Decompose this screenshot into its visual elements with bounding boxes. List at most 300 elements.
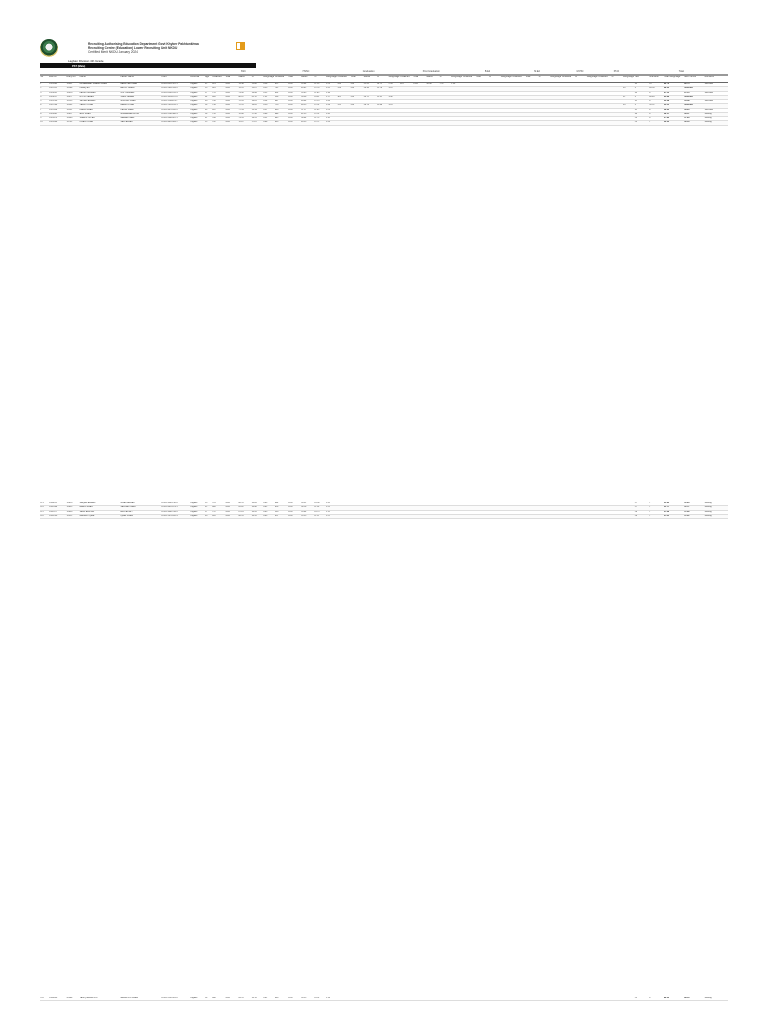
- table-cell: 33: [634, 91, 638, 94]
- table-cell: [586, 87, 598, 90]
- table-cell: [500, 113, 512, 116]
- table-cell: 1026890: [49, 997, 58, 999]
- table-cell: [476, 515, 489, 518]
- group-header: Post Graduation: [422, 70, 440, 73]
- table-cell: [337, 511, 350, 514]
- table-cell: [500, 502, 512, 505]
- table-cell: 2.50: [325, 112, 330, 115]
- table-cell: JAMIL AKHTAR: [79, 510, 95, 513]
- table-cell: [377, 997, 389, 1000]
- table-cell: [525, 104, 538, 107]
- table-cell: 19031: [66, 83, 73, 85]
- table-cell: 28: [204, 997, 208, 999]
- column-header: %: [376, 76, 379, 78]
- table-cell: [489, 121, 501, 124]
- table-cell: [426, 515, 439, 518]
- table-cell: [586, 502, 598, 505]
- table-cell: 16101-4471620-5: [161, 108, 178, 111]
- table-cell: [575, 117, 587, 120]
- table-cell: 0.82: [263, 506, 268, 509]
- table-cell: 2.43: [325, 100, 330, 102]
- table-cell: [512, 117, 525, 120]
- table-cell: 15.78: [376, 87, 383, 90]
- table-cell: 16.55: [251, 514, 257, 517]
- table-cell: [463, 997, 476, 1000]
- table-cell: 2.54: [325, 121, 330, 124]
- table-cell: 31: [634, 108, 638, 111]
- table-cell: [489, 92, 501, 95]
- table-cell: [426, 104, 439, 107]
- table-cell: 1025861: [49, 112, 58, 115]
- table-cell: [426, 502, 439, 505]
- table-cell: [500, 121, 512, 124]
- table-cell: 33: [204, 108, 208, 111]
- table-cell: [562, 92, 575, 95]
- table-cell: 76.29: [238, 87, 244, 90]
- column-header: %: [489, 76, 492, 78]
- table-cell: HAMID KHAN: [79, 506, 93, 509]
- table-cell: 2.29: [325, 108, 330, 111]
- table-cell: 12.91: [314, 104, 320, 107]
- table-cell: 52.11: [684, 506, 690, 509]
- table-cell: [525, 96, 538, 99]
- column-header: Obtained: [274, 76, 285, 78]
- table-cell: 67.81: [238, 510, 244, 513]
- table-cell: 19702: [66, 121, 73, 124]
- table-cell: [363, 511, 376, 514]
- table-cell: [550, 515, 562, 518]
- table-cell: [575, 113, 587, 116]
- table-cell: [476, 109, 489, 112]
- table-cell: [476, 87, 489, 90]
- column-header: Diary No: [66, 76, 76, 78]
- table-cell: 19077: [66, 95, 73, 98]
- table-cell: 1100: [287, 502, 293, 504]
- table-cell: [426, 113, 439, 116]
- table-cell: 56.90: [663, 121, 670, 124]
- table-cell: NISAR AHMAD: [120, 502, 135, 504]
- table-cell: [623, 92, 635, 95]
- table-cell: [489, 515, 501, 518]
- table-cell: [451, 506, 463, 509]
- table-cell: 702: [274, 87, 279, 90]
- table-cell: [512, 997, 525, 1000]
- table-cell: 52.40: [663, 502, 670, 504]
- table-cell: 1100: [287, 104, 293, 107]
- group-header: M.Ed: [534, 70, 540, 73]
- table-cell: [337, 997, 350, 1000]
- table-cell: Lagban: [190, 510, 198, 513]
- table-cell: [512, 506, 525, 509]
- merit-list-page-1: [40, 36, 728, 126]
- merit-list-page-2: [40, 502, 728, 519]
- table-cell: 26: [634, 514, 638, 517]
- table-cell: [598, 511, 611, 514]
- table-cell: [489, 506, 501, 509]
- table-cell: 1050: [225, 108, 230, 111]
- table-cell: 742: [212, 121, 216, 124]
- table-cell: [426, 997, 439, 1000]
- table-cell: 57.27: [301, 108, 307, 111]
- table-cell: 52.11: [663, 506, 669, 509]
- table-cell: 1050: [225, 87, 230, 90]
- table-cell: [512, 87, 525, 90]
- table-cell: 0.97: [263, 108, 268, 111]
- table-cell: [463, 511, 476, 514]
- table-cell: ASIF KHAN: [79, 112, 91, 115]
- table-cell: [562, 121, 575, 124]
- table-cell: [489, 104, 501, 107]
- table-cell: 1025473: [49, 117, 58, 119]
- table-cell: 19.07: [251, 87, 257, 90]
- table-cell: 0.85: [263, 510, 268, 513]
- table-cell: 10.98: [314, 502, 320, 504]
- column-header: Total: [475, 76, 481, 78]
- table-cell: [350, 92, 363, 95]
- table-cell: [562, 83, 575, 86]
- table-cell: 823: [212, 83, 216, 85]
- table-cell: [550, 117, 562, 120]
- table-cell: 19410: [66, 91, 73, 94]
- table-cell: [426, 109, 439, 112]
- table-cell: 289: [337, 83, 341, 85]
- table-cell: 1050: [225, 100, 230, 102]
- group-header: B.Ed: [484, 70, 491, 73]
- table-cell: 16101-3328417-9: [161, 95, 178, 98]
- table-cell: [550, 100, 562, 103]
- table-cell: 29: [634, 117, 638, 119]
- table-cell: IRFAN ULLAH: [79, 121, 94, 124]
- table-cell: [550, 511, 562, 514]
- table-cell: [439, 511, 451, 514]
- table-cell: 16101-5063987-1: [161, 117, 178, 119]
- table-cell: [611, 104, 623, 107]
- table-cell: [575, 121, 587, 124]
- table-cell: 2.35: [325, 117, 330, 119]
- column-header: Test: [634, 76, 639, 78]
- table-cell: 3.06: [388, 95, 393, 98]
- table-cell: [388, 511, 400, 514]
- table-cell: 19502: [66, 104, 73, 107]
- table-cell: [400, 997, 413, 1000]
- group-header: Ph.D: [613, 70, 620, 73]
- table-cell: [451, 109, 463, 112]
- table-cell: 1050: [225, 112, 230, 115]
- table-cell: [337, 92, 350, 95]
- table-cell: [598, 83, 611, 86]
- table-cell: 58.80: [663, 108, 670, 111]
- table-cell: 19855: [66, 506, 73, 509]
- table-cell: [562, 100, 575, 103]
- table-cell: [525, 511, 538, 514]
- table-cell: [451, 113, 463, 116]
- table-cell: [377, 117, 389, 120]
- table-cell: 58.21: [684, 112, 690, 115]
- table-cell: 11.45: [314, 108, 320, 111]
- table-cell: 12.71: [314, 121, 320, 124]
- table-cell: [426, 87, 439, 90]
- table-cell: Lagban: [190, 104, 198, 107]
- table-cell: WAQAR AHMAD: [79, 502, 96, 504]
- table-cell: [525, 506, 538, 509]
- table-cell: [476, 502, 489, 505]
- table-cell: 1050: [225, 91, 230, 94]
- table-cell: [623, 997, 635, 1000]
- table-cell: [476, 96, 489, 99]
- table-cell: 19.33: [251, 108, 257, 111]
- department-logo: [236, 42, 245, 54]
- table-cell: [512, 104, 525, 107]
- table-cell: [500, 997, 512, 1000]
- table-cell: [538, 515, 550, 518]
- table-cell: 1050: [225, 104, 230, 107]
- table-cell: [562, 109, 575, 112]
- table-cell: Lagban: [190, 117, 198, 119]
- table-cell: KARIM SHAH: [120, 108, 134, 111]
- table-cell: 611: [274, 514, 279, 517]
- table-cell: [575, 109, 587, 112]
- table-cell: [575, 997, 587, 1000]
- table-cell: Selected: [704, 91, 713, 94]
- table-cell: 20.12: [251, 95, 257, 98]
- table-cell: 701: [212, 502, 216, 504]
- table-cell: 601: [400, 83, 404, 85]
- table-cell: 4: [40, 95, 42, 98]
- table-cell: [476, 506, 489, 509]
- table-cell: [350, 997, 363, 1000]
- table-cell: 70.00: [238, 112, 244, 115]
- table-cell: [388, 113, 400, 116]
- table-cell: Selected: [684, 87, 693, 90]
- table-cell: [598, 100, 611, 103]
- table-cell: [586, 997, 598, 1000]
- table-cell: [413, 109, 426, 112]
- table-cell: [538, 511, 550, 514]
- table-cell: [463, 113, 476, 116]
- table-cell: NAVEED IQBAL: [79, 514, 95, 517]
- table-cell: [611, 502, 623, 505]
- table-cell: 18.48: [251, 91, 257, 94]
- table-cell: [623, 506, 635, 509]
- table-cell: [388, 502, 400, 505]
- table-cell: [451, 121, 463, 124]
- table-cell: 1050: [225, 83, 230, 85]
- table-cell: [363, 92, 376, 95]
- table-cell: 8: [649, 108, 651, 111]
- table-cell: [575, 506, 587, 509]
- table-cell: [388, 109, 400, 112]
- table-cell: 77.33: [238, 108, 244, 111]
- table-cell: 78.38: [238, 83, 244, 85]
- table-cell: 1025017: [49, 95, 58, 98]
- column-header: Father Name: [120, 76, 134, 78]
- column-header: %: [538, 76, 541, 78]
- table-cell: 1100: [287, 95, 293, 98]
- table-cell: 60.64: [301, 100, 307, 102]
- table-cell: [550, 92, 562, 95]
- table-cell: ISHAQ ALI: [79, 87, 90, 90]
- table-cell: 16101-1109823-7: [161, 100, 178, 102]
- table-cell: [451, 104, 463, 107]
- table-cell: 2.38: [325, 91, 330, 94]
- table-cell: 51.88: [684, 510, 690, 513]
- table-cell: [500, 87, 512, 90]
- table-cell: [538, 109, 550, 112]
- table-cell: 32: [204, 506, 208, 509]
- table-cell: 25: [634, 997, 638, 999]
- table-cell: 31: [623, 95, 626, 98]
- table-cell: [439, 117, 451, 120]
- table-cell: [538, 113, 550, 116]
- column-header: Obtained: [561, 76, 572, 78]
- table-cell: [350, 100, 363, 103]
- table-cell: [413, 506, 426, 509]
- group-header: HSSC: [302, 70, 310, 73]
- table-cell: 1050: [225, 117, 230, 119]
- table-cell: 19231: [66, 108, 73, 111]
- table-cell: Waiting: [704, 510, 712, 513]
- table-cell: [538, 83, 550, 86]
- table-cell: 19288: [66, 87, 73, 90]
- table-cell: [363, 506, 376, 509]
- table-cell: 30: [623, 104, 626, 107]
- table-cell: 2: [40, 87, 42, 90]
- table-cell: 57.40: [663, 117, 670, 119]
- group-header: Total: [678, 70, 684, 73]
- table-cell: 32: [634, 100, 638, 102]
- table-cell: NOOR ZAMAN: [79, 95, 94, 98]
- table-cell: NAWAB KHAN: [120, 117, 135, 119]
- table-cell: 3.16: [388, 87, 393, 90]
- table-cell: 56.36: [363, 87, 369, 90]
- table-cell: 1100: [287, 121, 293, 124]
- table-cell: [363, 121, 376, 124]
- table-cell: [489, 511, 501, 514]
- table-cell: 16101-2281460-3: [161, 112, 178, 115]
- table-cell: 0.90: [263, 104, 268, 107]
- table-cell: 0.83: [263, 514, 268, 517]
- table-cell: [413, 113, 426, 116]
- table-cell: 2.23: [325, 83, 330, 85]
- table-cell: [377, 502, 389, 505]
- column-header: Obtained: [212, 76, 222, 78]
- table-cell: 19.60: [251, 83, 257, 85]
- table-cell: [463, 96, 476, 99]
- table-cell: 66.79: [684, 83, 690, 85]
- table-cell: [350, 121, 363, 124]
- table-cell: 16101-6612873-1: [161, 506, 178, 509]
- table-cell: [489, 100, 501, 103]
- table-cell: [439, 92, 451, 95]
- table-cell: [413, 87, 426, 90]
- column-header: Weightage: [263, 76, 275, 78]
- table-cell: [388, 100, 400, 103]
- table-cell: Lagban: [190, 514, 198, 517]
- table-cell: [550, 87, 562, 90]
- column-header: Weightage: [325, 76, 337, 78]
- table-cell: [586, 104, 598, 107]
- table-cell: 1026108: [49, 506, 58, 509]
- table-cell: [598, 96, 611, 99]
- table-cell: 14.71: [376, 83, 383, 85]
- table-cell: 1100: [287, 117, 293, 119]
- table-cell: [463, 109, 476, 112]
- table-cell: [337, 502, 350, 505]
- table-cell: [377, 506, 389, 509]
- table-cell: Lagban: [190, 91, 198, 94]
- table-cell: 1026177: [49, 510, 58, 513]
- table-cell: 604: [274, 502, 279, 504]
- table-cell: [525, 121, 538, 124]
- table-cell: 10: [40, 121, 43, 124]
- table-cell: [598, 104, 611, 107]
- table-cell: [350, 511, 363, 514]
- table-cell: [439, 997, 451, 1000]
- table-cell: [550, 121, 562, 124]
- table-cell: 19810: [66, 502, 73, 504]
- table-cell: 30: [204, 100, 208, 102]
- table-cell: 550: [350, 87, 355, 90]
- table-cell: 550: [350, 83, 355, 85]
- table-cell: [538, 506, 550, 509]
- table-cell: [550, 502, 562, 505]
- table-cell: 27: [204, 91, 208, 94]
- table-cell: 60.48: [649, 95, 655, 98]
- table-cell: 1100: [287, 514, 293, 517]
- table-cell: 699: [274, 121, 279, 124]
- table-cell: Selected: [704, 83, 713, 85]
- column-header: Weightage: [550, 76, 562, 78]
- table-cell: 29: [634, 121, 638, 124]
- table-cell: 19922: [66, 514, 73, 517]
- table-cell: [337, 121, 350, 124]
- table-cell: [489, 83, 501, 86]
- table-cell: [512, 83, 525, 86]
- table-cell: 56.90: [684, 121, 690, 124]
- table-cell: 12.76: [314, 87, 320, 90]
- header-text: [88, 42, 199, 55]
- table-cell: [550, 104, 562, 107]
- table-cell: 9: [634, 87, 636, 90]
- table-cell: Lagban: [190, 506, 198, 509]
- table-cell: 2.18: [325, 997, 330, 999]
- table-cell: 225: [40, 997, 44, 999]
- table-cell: [337, 117, 350, 120]
- table-cell: [489, 96, 501, 99]
- table-cell: [525, 515, 538, 518]
- merit-table-body: [40, 83, 728, 126]
- table-cell: [575, 100, 587, 103]
- table-cell: 1050: [225, 510, 230, 513]
- table-cell: 7: [649, 514, 651, 517]
- table-cell: [451, 502, 463, 505]
- table-cell: 27: [634, 502, 638, 504]
- table-cell: 17.50: [251, 112, 257, 115]
- table-cell: [400, 104, 413, 107]
- column-header: Total: [287, 76, 293, 78]
- table-cell: [377, 515, 389, 518]
- table-cell: 80.47: [238, 95, 244, 98]
- table-cell: 54.55: [301, 997, 307, 999]
- table-cell: 0.81: [263, 997, 268, 999]
- table-cell: [575, 511, 587, 514]
- table-cell: [598, 117, 611, 120]
- table-cell: 6: [649, 997, 651, 999]
- table-cell: [575, 104, 587, 107]
- table-cell: [611, 113, 623, 116]
- column-header: Marks: [238, 76, 245, 78]
- table-cell: [413, 502, 426, 505]
